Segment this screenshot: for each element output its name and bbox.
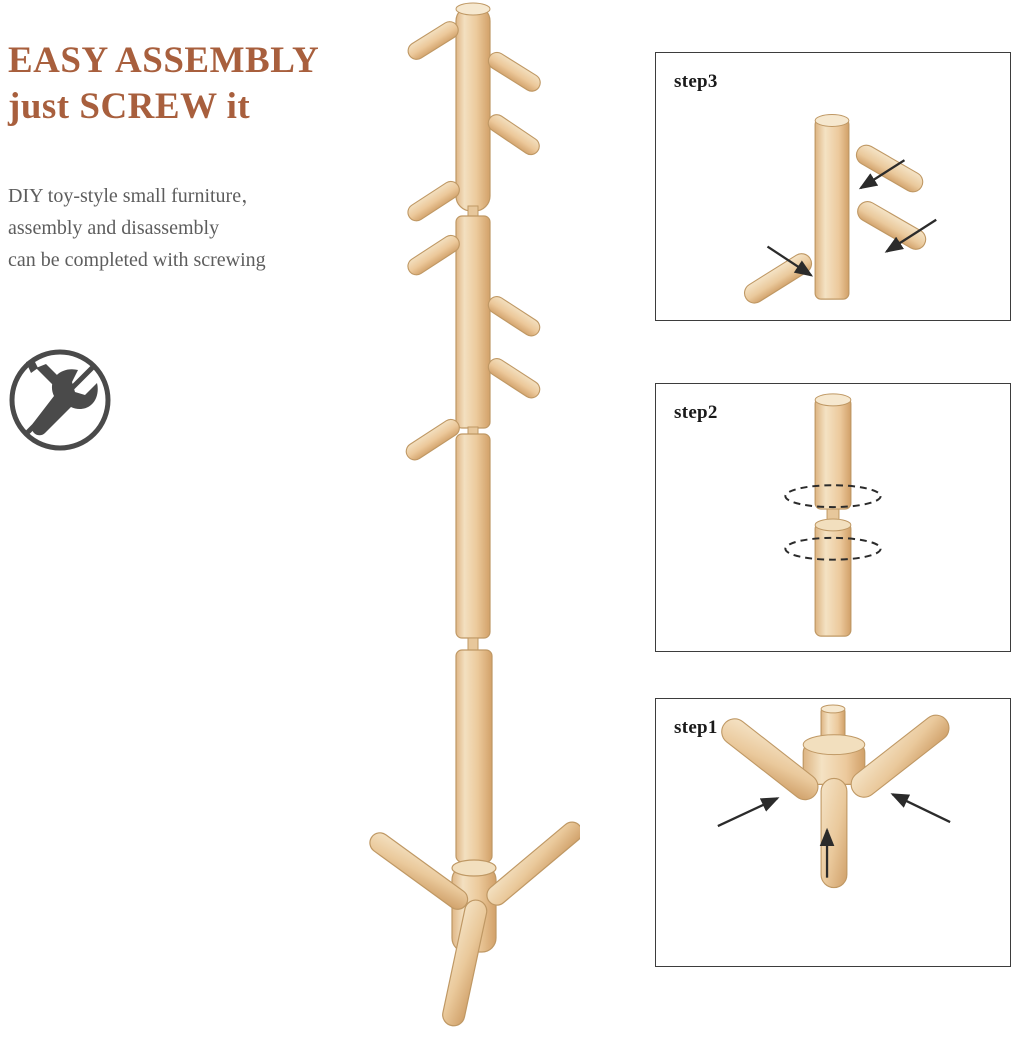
step1-label: step1 bbox=[674, 717, 718, 738]
step2-panel bbox=[655, 383, 1011, 652]
step2-diagram bbox=[656, 384, 1010, 651]
no-tools-icon bbox=[8, 348, 112, 452]
step1-leg-center bbox=[821, 778, 847, 887]
step3-label: step3 bbox=[674, 71, 718, 92]
step3-panel bbox=[655, 52, 1011, 321]
wrench-icon bbox=[32, 369, 98, 435]
step1-panel bbox=[655, 698, 1011, 967]
step2-pole-upper bbox=[815, 394, 851, 509]
step1-diagram bbox=[656, 699, 1010, 966]
step2-label: step2 bbox=[674, 402, 718, 423]
step2-pole-lower bbox=[815, 519, 851, 636]
description-line-3: can be completed with screwing bbox=[8, 249, 266, 271]
pole-sections bbox=[456, 3, 492, 862]
description-line-2: assembly and disassembly bbox=[8, 217, 220, 239]
headline-line-2: just SCREW it bbox=[8, 86, 251, 127]
product-illustration bbox=[330, 0, 580, 1038]
headline-line-1: EASY ASSEMBLY bbox=[8, 40, 320, 81]
step3-diagram bbox=[656, 53, 1010, 320]
description-line-1: DIY toy-style small furniture， bbox=[8, 185, 262, 207]
step3-pole bbox=[815, 115, 849, 300]
